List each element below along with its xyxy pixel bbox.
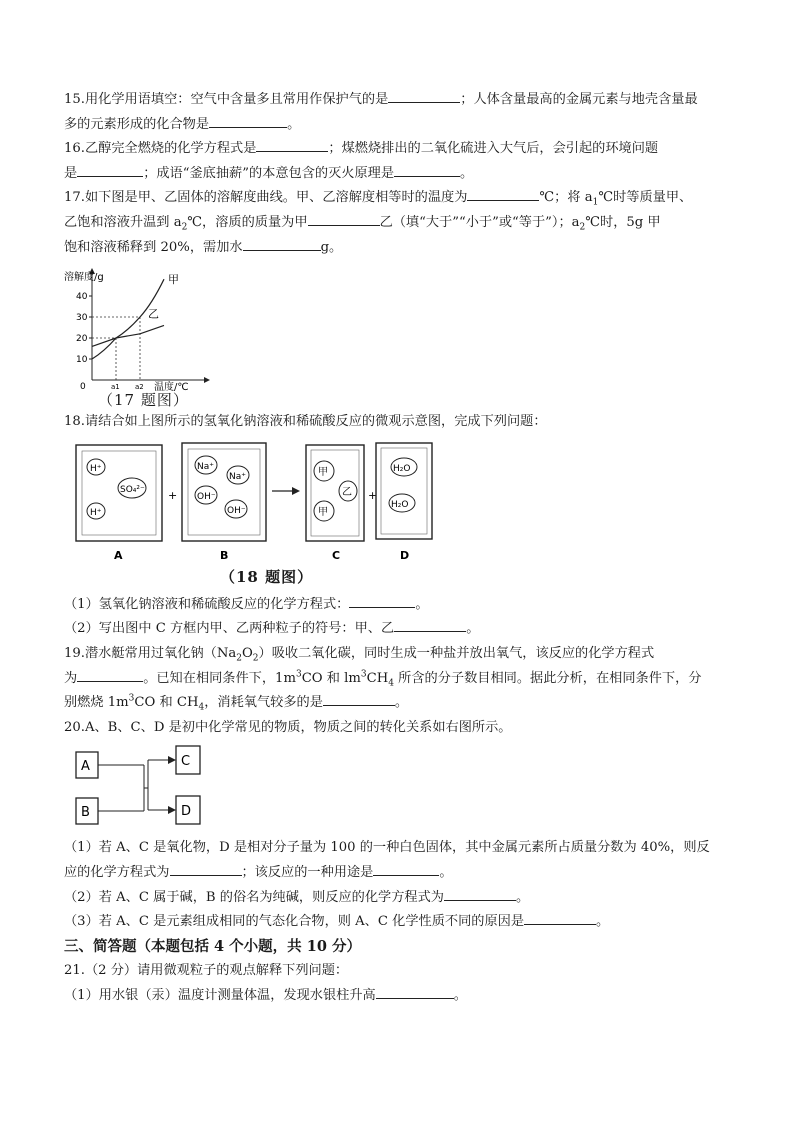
- x-tick-label: a1: [111, 383, 120, 392]
- q17-line3: 饱和溶液稀释到 20%，需加水 g。: [64, 236, 744, 261]
- q15-line2: 多的元素形成的化合物是 。: [64, 113, 744, 138]
- answer-blank: [308, 211, 380, 226]
- particle-label: 乙: [342, 486, 352, 498]
- q20-sub1: （1）若 A、C 是氧化物，D 是相对分子量为 100 的一种白色固体，其中金属元素所占质量分数为 40%，则反: [64, 840, 710, 856]
- q16-line2: 是 ；成语“釜底抽薪”的本意包含的灭火原理是 。: [64, 162, 744, 187]
- particle-label: OH⁻: [227, 505, 246, 516]
- particle-label: Na⁺: [197, 461, 214, 472]
- particle-label: H⁺: [90, 507, 102, 518]
- q18-sub1: （1）氢氧化钠溶液和稀硫酸反应的化学方程式： 。: [64, 593, 744, 618]
- q20-line1: 20.A、B、C、D 是初中化学常见的物质，物质之间的转化关系如右图所示。: [64, 719, 512, 735]
- y-axis-label: 溶解度/g: [64, 272, 104, 284]
- box-label: B: [220, 548, 229, 562]
- reaction-diagram: [70, 441, 490, 567]
- connector-lines: [98, 756, 176, 814]
- answer-blank: [243, 236, 321, 251]
- exam-page: [64, 88, 744, 1008]
- q18-line1: 18.请结合如上图所示的氢氧化钠溶液和稀硫酸反应的微观示意图，完成下列问题：: [64, 414, 547, 430]
- answer-blank: [373, 861, 439, 876]
- box-c: [176, 746, 200, 774]
- q21-sub1: （1）用水银（汞）温度计测量体温，发现水银柱升高 。: [64, 984, 744, 1009]
- y-tick-label: 40: [76, 292, 88, 303]
- figure-caption: （18 题图）: [220, 567, 314, 586]
- q18-figure: [64, 435, 744, 593]
- q19-line2: 为 。已知在相同条件下，$1m^3CO$ 和 $lm^3CH_4$ 所含的分子数目相同。据此分析，在相同条件下，分: [64, 667, 744, 692]
- x-axis-label: 温度/℃: [154, 382, 189, 394]
- y-tick-label: 30: [76, 313, 88, 324]
- box-label: D: [400, 548, 410, 562]
- plus-sign: +: [368, 488, 378, 502]
- particle-label: 甲: [318, 506, 328, 518]
- chart-marks: [76, 273, 179, 392]
- answer-blank: [77, 667, 143, 682]
- answer-blank: [77, 162, 143, 177]
- series-label: 乙: [148, 307, 159, 321]
- plus-sign: +: [168, 488, 178, 502]
- q20-sub1-line2: 应的化学方程式为 ；该反应的一种用途是 。: [64, 861, 744, 886]
- particle-label: Na⁺: [229, 471, 246, 482]
- answer-blank: [524, 910, 596, 925]
- box-c: [306, 445, 364, 562]
- answer-blank: [376, 984, 454, 999]
- q19-line1: 19.潜水艇常用过氧化钠$(Na_2O_2)$吸收二氧化碳，同时生成一种盐并放出氧气，该反应的化学方程式: [64, 645, 655, 664]
- svg-text:B: B: [81, 805, 90, 821]
- reaction-arrow: [272, 487, 300, 495]
- y-tick-label: 20: [76, 334, 88, 345]
- answer-blank: [394, 162, 460, 177]
- answer-blank: [323, 691, 395, 706]
- x-tick-label: a2: [135, 383, 144, 392]
- box-label: C: [332, 548, 341, 562]
- answer-blank: [388, 88, 460, 103]
- particle-label: 甲: [318, 466, 328, 478]
- particle-label: H⁺: [90, 463, 102, 474]
- box-b: [182, 443, 266, 562]
- x-axis-arrow: [204, 377, 210, 383]
- box-a: [76, 445, 162, 562]
- box-d: [176, 796, 200, 824]
- particle-label: H₂O: [391, 499, 409, 510]
- q17-figure: [64, 260, 744, 410]
- section-heading: 三、简答题（本题包括 4 个小题，共 10 分）: [64, 937, 361, 955]
- q18-sub2: （2）写出图中 C 方框内甲、乙两种粒子的符号：甲、乙 。: [64, 617, 744, 642]
- particle-label: OH⁻: [197, 491, 216, 502]
- q17-line1: 17.如下图是甲、乙固体的溶解度曲线。甲、乙溶解度相等时的温度为 ℃；将 $a_1℃$时等质量甲、: [64, 186, 744, 211]
- answer-blank: [349, 593, 415, 608]
- y-tick-label: 10: [76, 355, 88, 366]
- box-label: A: [114, 548, 123, 562]
- q19-line3: 别燃烧 $1m^3CO$ 和 $CH_4$，消耗氧气较多的是 。: [64, 691, 744, 716]
- svg-text:A: A: [81, 759, 90, 775]
- svg-text:D: D: [181, 804, 192, 820]
- answer-blank: [444, 886, 516, 901]
- answer-blank: [209, 113, 287, 128]
- box-b: [76, 798, 98, 824]
- box-a: [76, 752, 98, 778]
- series-label: 甲: [168, 273, 179, 287]
- answer-blank: [467, 186, 539, 201]
- box-d: [376, 443, 432, 562]
- q20-figure: [64, 740, 744, 836]
- q15-line1: 15.用化学用语填空：空气中含量多且常用作保护气的是 ；人体含量最高的金属元素与地壳含量最: [64, 88, 744, 113]
- particle-label: SO₄²⁻: [120, 484, 145, 495]
- answer-blank: [394, 617, 466, 632]
- particle-label: H₂O: [393, 463, 411, 474]
- answer-blank: [256, 137, 328, 152]
- q21-line1: 21.（2 分）请用微观粒子的观点解释下列问题：: [64, 963, 349, 979]
- figure-caption: （17 题图）: [98, 391, 189, 410]
- q16-line1: 16.乙醇完全燃烧的化学方程式是 ；煤燃烧排出的二氧化硫进入大气后，会引起的环境问题: [64, 137, 744, 162]
- conversion-diagram: [72, 744, 232, 834]
- x-tick-label: 0: [80, 382, 86, 393]
- solubility-chart: [64, 266, 230, 394]
- q20-sub2: （2）若 A、C 属于碱，B 的俗名为纯碱，则反应的化学方程式为 。: [64, 886, 744, 911]
- answer-blank: [170, 861, 242, 876]
- q17-line2: 乙饱和溶液升温到 $a_2℃$，溶质的质量为甲 乙（填“大于”“小于”或“等于”）；$a_2℃$时，5g 甲: [64, 211, 744, 236]
- svg-text:C: C: [181, 754, 191, 770]
- q20-sub3: （3）若 A、C 是元素组成相同的气态化合物，则 A、C 化学性质不同的原因是 。: [64, 910, 744, 935]
